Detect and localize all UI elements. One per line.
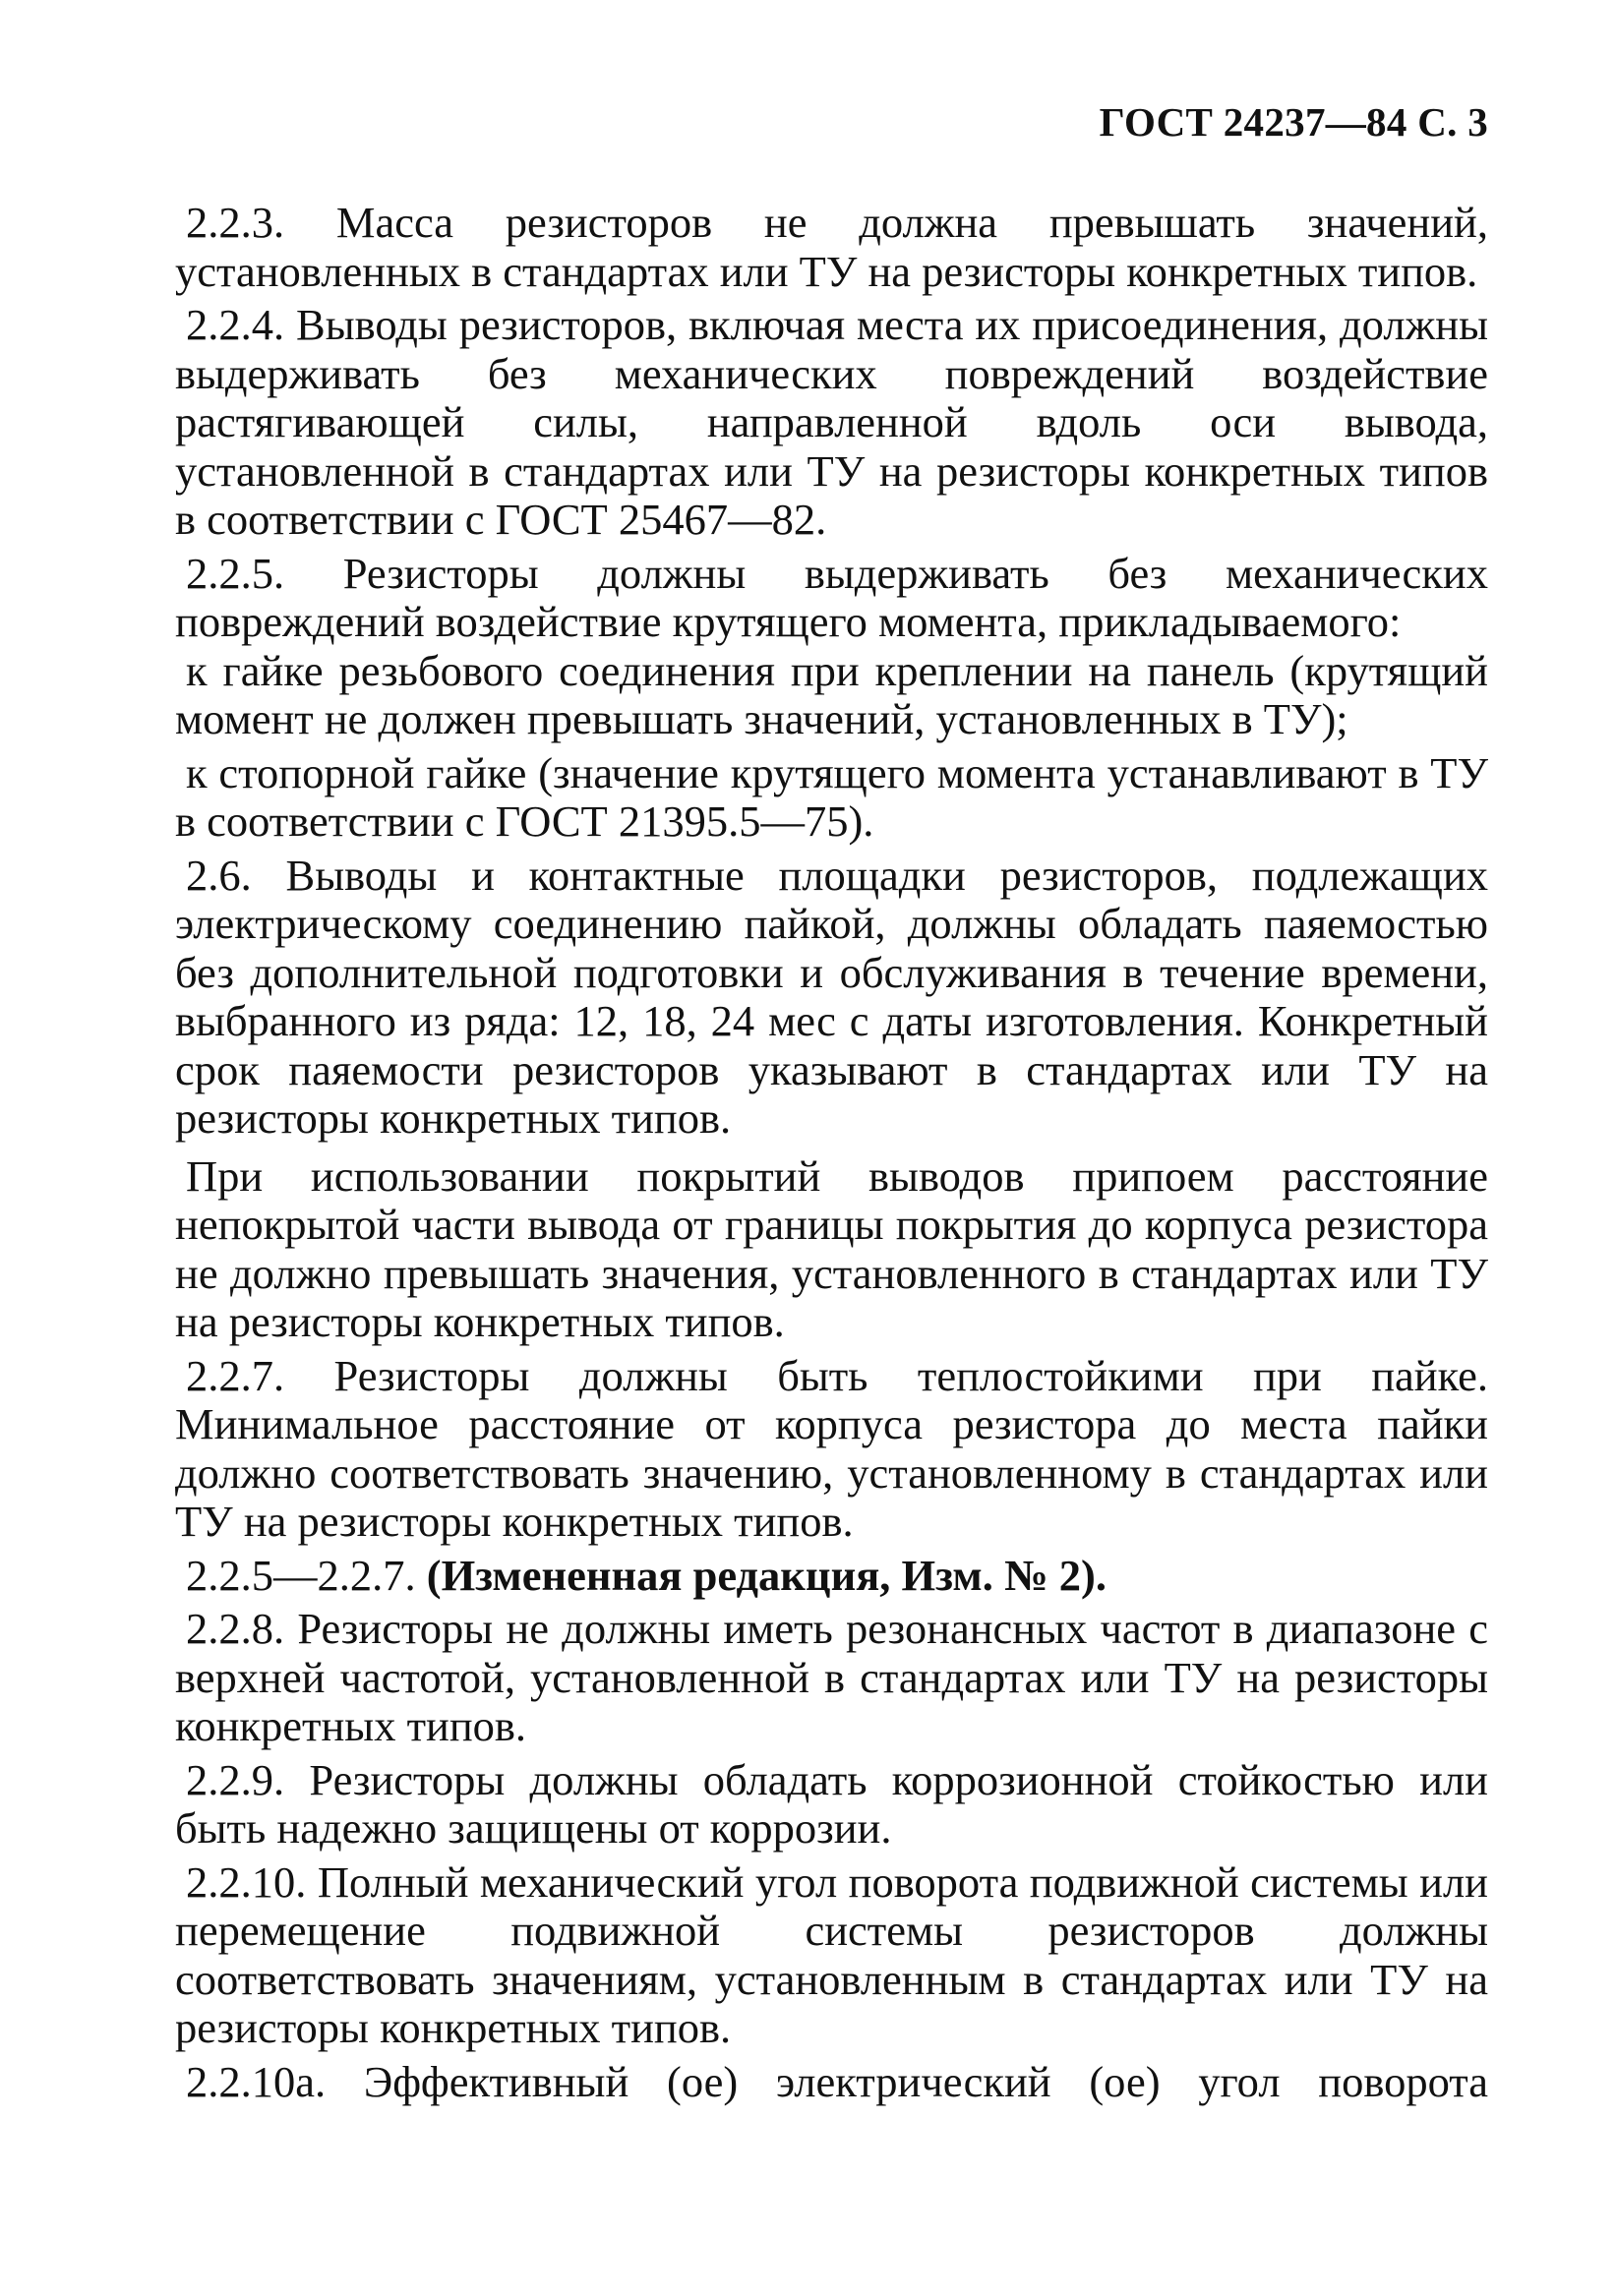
clause-text: Резисторы не должны иметь резонансных частот в диапазоне с верхней частотой, установленной в стандартах или ТУ на резисторы конкретных типов. (175, 1604, 1489, 1750)
paragraph-2-2-3 (175, 199, 1488, 296)
clause-number: 2.2.10а. (186, 2056, 327, 2106)
clause-text: к гайке резьбового соединения при креплении на панель (крутящий момент не должен превышать значений, установленных в ТУ); (175, 645, 1488, 743)
paragraph-amendment-note (175, 1552, 1488, 1601)
clause-number: 2.2.7. (186, 1350, 285, 1400)
document-page (175, 98, 1488, 2106)
clause-text: Резисторы должны быть теплостойкими при пайке. Минимальное расстояние от корпуса резистора до места пайки должно соответствовать значению, установленному в стандартах или ТУ на резисторы конкретных типов. (175, 1350, 1489, 1546)
clause-text: Резисторы должны выдерживать без механических повреждений воздействие крутящего момента, прикладываемого: (175, 548, 1488, 646)
clause-text: При использовании покрытий выводов припоем расстояние непокрытой части вывода от границы покрытия до корпуса резистора не должно превышать значения, установленного в стандартах или ТУ на резисторы конкретных типов. (175, 1150, 1488, 1346)
clause-text: к стопорной гайке (значение крутящего момента устанавливают в ТУ в соответствии с ГОСТ 21395.5—75). (175, 747, 1488, 846)
clause-number: 2.2.3. (186, 198, 285, 247)
clause-number: 2.2.5. (186, 548, 285, 598)
paragraph-2-2-4 (175, 301, 1488, 545)
clause-text: Резисторы должны обладать коррозионной стойкостью или быть надежно защищены от коррозии. (175, 1754, 1489, 1853)
paragraph-2-6 (175, 852, 1488, 1144)
paragraph-2-6-continued (175, 1152, 1488, 1347)
clause-text: Эффективный (ое) электрический (ое) угол поворота (363, 2056, 1488, 2106)
paragraph-2-2-5-item-a (175, 647, 1488, 744)
paragraph-2-2-5 (175, 550, 1488, 647)
paragraph-2-2-7 (175, 1352, 1488, 1547)
clause-number: 2.2.10. (186, 1856, 307, 1907)
clause-text: Выводы резисторов, включая места их присоединения, должны выдерживать без механических повреждений воздействие растягивающей силы, направленной вдоль оси вывода, установленной в стандартах или ТУ на резисторы конкретных типов в соответствии с ГОСТ 25467—82. (175, 300, 1488, 544)
paragraph-2-2-9 (175, 1756, 1488, 1854)
paragraph-2-2-5-item-b (175, 749, 1488, 847)
amendment-note: (Измененная редакция, Изм. № 2). (426, 1550, 1107, 1600)
clause-number: 2.6. (186, 850, 252, 900)
clause-number: 2.2.8. (186, 1604, 285, 1653)
paragraph-2-2-10 (175, 1858, 1488, 2053)
clause-number: 2.2.9. (186, 1754, 285, 1804)
clause-number: 2.2.5—2.2.7. (186, 1550, 416, 1600)
paragraph-2-2-10a (175, 2058, 1488, 2107)
paragraph-2-2-8 (175, 1605, 1488, 1751)
page-header: ГОСТ 24237—84 С. 3 (1099, 99, 1488, 145)
clause-text: Масса резисторов не должна превышать значений, установленных в стандартах или ТУ на резисторы конкретных типов. (175, 198, 1488, 296)
clause-number: 2.2.4. (186, 300, 285, 349)
clause-text: Выводы и контактные площадки резисторов, подлежащих электрическому соединению пайкой, должны обладать паяемостью без дополнительной подготовки и обслуживания в течение времени, выбранного из ряда: 12, 18, 24 мес с даты изготовления. Конкретный срок паяемости резисторов указывают в стандартах или ТУ на резисторы конкретных типов. (175, 850, 1489, 1143)
clause-text: Полный механический угол поворота подвижной системы или перемещение подвижной системы резисторов должны соответствовать значениям, установленным в стандартах или ТУ на резисторы конкретных типов. (175, 1856, 1488, 2052)
